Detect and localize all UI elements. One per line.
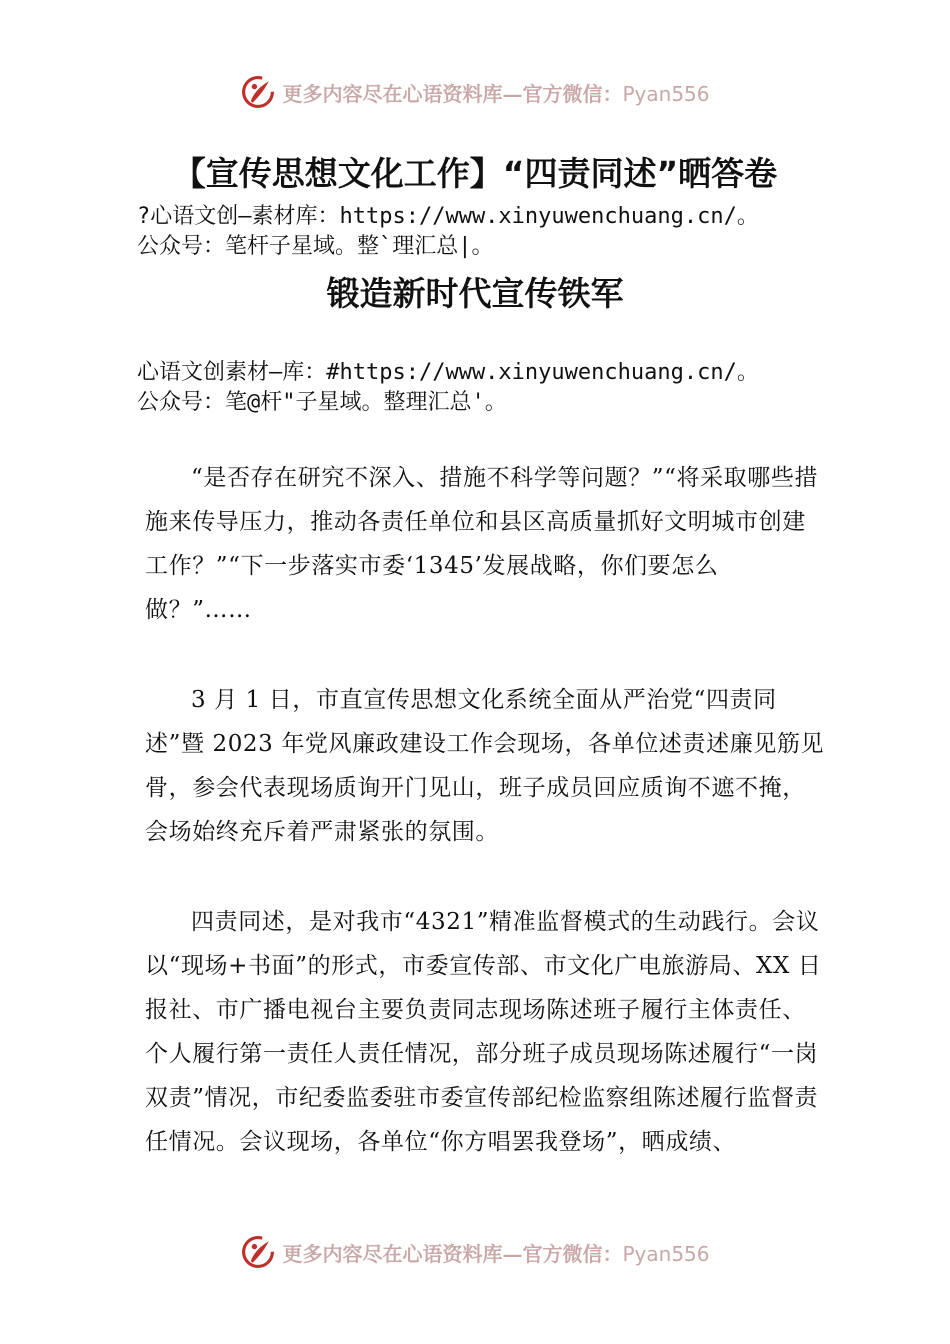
- watermark-line: 公众号：笔@杆"子星域。整理汇总'。: [137, 390, 507, 415]
- watermark-line: 心语文创素材—库：#https://www.xinyuwenchuang.cn/。: [137, 360, 759, 385]
- header-wechat-id: Pyan556: [622, 81, 710, 106]
- footer-banner: [0, 1232, 950, 1272]
- paragraph-text: 四责同述，是对我市“4321”精准监督模式的生动践行。会议以“现场+书面”的形式，市委宣传部、市文化广电旅游局、XX 日报社、市广播电视台主要负责同志现场陈述班子履行主体责任、个人履行第一责任人责任情况，部分班子成员现场陈述履行“一岗双责”情况，市纪委监委驻市委宣传部纪检监察组陈述履行监督责任情况。会议现场，各单位“你方唱罢我登场”，晒成绩、: [145, 909, 822, 1155]
- brush-logo-icon: [240, 1234, 276, 1270]
- footer-wechat-id: Pyan556: [622, 1241, 710, 1266]
- body-paragraph: [145, 900, 825, 1164]
- paragraph-text: 3 月 1 日，市直宣传思想文化系统全面从严治党“四责同述”暨 2023 年党风廉政建设工作会现场，各单位述责述廉见筋见骨，参会代表现场质询开门见山，班子成员回应质询不遮不掩，会场始终充斥着严肃紧张的氛围。: [145, 687, 825, 845]
- body-paragraph: [145, 678, 825, 854]
- header-banner: [0, 72, 950, 112]
- watermark-line: 公众号：笔杆子星域。整`理汇总|。: [137, 234, 494, 259]
- header-banner-text: 更多内容尽在心语资料库—官方微信：Pyan556: [282, 81, 710, 106]
- document-subtitle: 锻造新时代宣传铁军: [326, 274, 624, 313]
- watermark-line: ?心语文创—素材库：https://www.xinyuwenchuang.cn/。: [137, 204, 759, 229]
- body-paragraph: [145, 456, 825, 632]
- footer-banner-text: 更多内容尽在心语资料库—官方微信：Pyan556: [282, 1241, 710, 1266]
- brush-logo-icon: [240, 74, 276, 110]
- paragraph-text: “是否存在研究不深入、措施不科学等问题？”“将采取哪些措施来传导压力，推动各责任单位和县区高质量抓好文明城市创建工作？”“下一步落实市委‘1345’发展战略，你们要怎么做？”……: [145, 465, 819, 623]
- document-title: 【宣传思想文化工作】“四责同述”晒答卷: [172, 154, 778, 193]
